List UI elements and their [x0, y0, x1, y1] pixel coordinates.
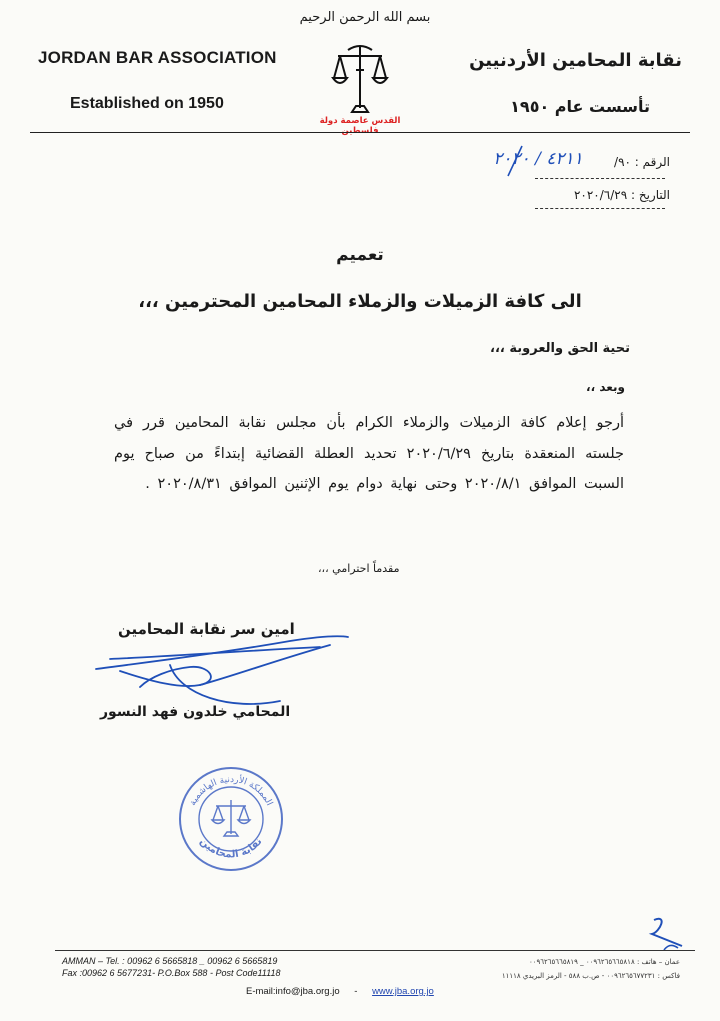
handwritten-reference-text: ٤٢١١ / ٢٠٢٠	[493, 149, 583, 169]
basmala: بسم الله الرحمن الرحيم	[299, 10, 431, 25]
reference-number: الرقم : ٩٠/	[614, 155, 670, 169]
signature-scribble-icon	[80, 615, 360, 715]
footer-website-link[interactable]: www.jba.org.jo	[372, 986, 434, 997]
ar-established-date: تأسست عام ١٩٥٠	[510, 97, 650, 116]
signatory-title: امين سر نقابة المحامين	[118, 620, 295, 638]
footer-web-line	[246, 986, 434, 997]
header-divider	[30, 132, 690, 133]
opening-line: وبعد ،،	[586, 380, 625, 394]
official-stamp	[176, 764, 286, 874]
signatory-name: المحامي خلدون فهد النسور	[100, 704, 291, 720]
reference-dash-line	[535, 178, 665, 179]
corner-scribble-icon	[648, 912, 688, 954]
stamp-bottom-text: نقابة المحامين	[197, 836, 265, 861]
closing-line: مقدماً احترامي ،،،	[318, 562, 400, 575]
stamp-scales-icon	[212, 800, 250, 836]
addressee-line: الى كافة الزميلات والزملاء المحامين المحترمين ،،،	[138, 291, 582, 312]
greeting-line: تحية الحق والعروبة ،،،	[490, 341, 630, 356]
footer-email[interactable]: E-mail:info@jba.org.jo	[246, 986, 340, 997]
footer-contact-en	[62, 955, 281, 979]
ar-association-title: نقابة المحامين الأردنيين	[469, 50, 682, 71]
logo-caption: القدس عاصمة دولة فلسطين	[319, 116, 401, 136]
letter-body: أرجو إعلام كافة الزميلات والزملاء الكرام بأن مجلس نقابة المحامين قرر في جلسته المنعقدة بتاريخ ٢٠٢٠/٦/٢٩ تحديد العطلة القضائية إبتداءً من صباح يوم السبت الموافق ٢٠٢٠/٨/١ وحتى نهاية دوام يوم الإثنين الموافق ٢٠٢٠/٨/٣١ .	[114, 415, 624, 492]
footer-ar-phone: عمان – هاتف : ٠٠٩٦٢٦٥٦٦٥٨١٨ _ ٠٠٩٦٢٦٥٦٦٥٨١٩	[528, 958, 680, 966]
reference-date: التاريخ : ٢٠٢٠/٦/٢٩	[573, 188, 670, 202]
footer-divider	[55, 950, 695, 951]
footer-contact-ar	[380, 955, 680, 983]
footer-en-phone: AMMAN – Tel. : 00962 6 5665818 _ 00962 6 5665819	[62, 956, 278, 966]
svg-text:نقابة المحامين	[198, 836, 265, 860]
scales-of-justice-logo-icon	[330, 42, 390, 120]
handwritten-reference	[448, 140, 608, 180]
date-dash-line	[535, 208, 665, 209]
stamp-top-text: المملكة الأردنية الهاشمية	[187, 774, 275, 808]
footer-ar-fax: فاكس : ٠٠٩٦٢٦٥٦٧٧٢٣١ - ص.ب ٥٨٨ - الرمز البريدي ١١١١٨	[501, 972, 680, 980]
circular-heading: تعميم	[336, 245, 384, 265]
en-established-date: Established on 1950	[70, 95, 224, 112]
footer-separator: -	[354, 986, 358, 997]
en-association-title: JORDAN BAR ASSOCIATION	[38, 48, 277, 67]
footer-en-fax: Fax :00962 6 5677231- P.O.Box 588 - Post Code11118	[62, 968, 281, 978]
